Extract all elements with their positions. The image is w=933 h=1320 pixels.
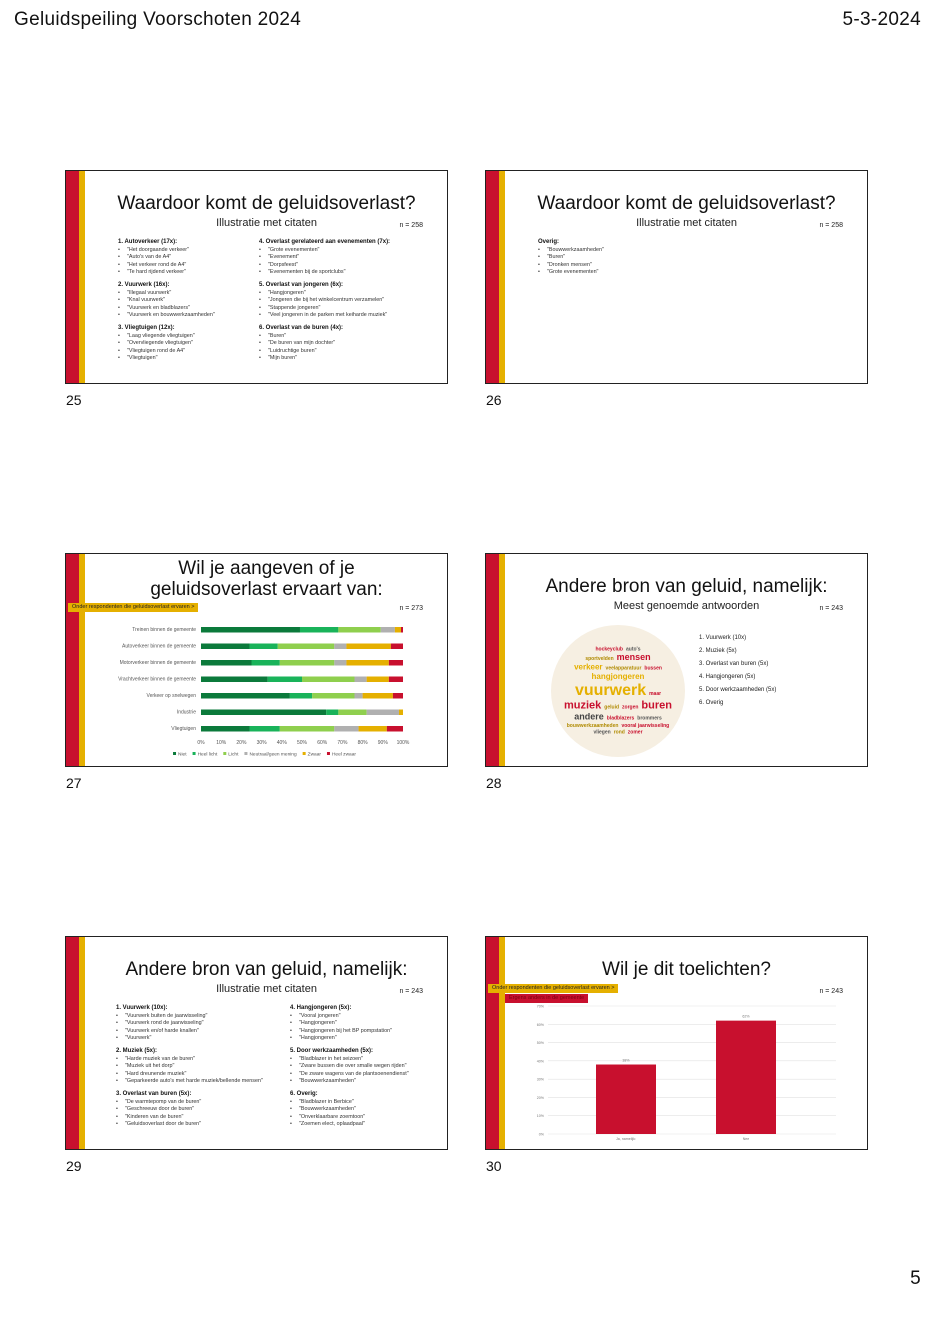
quote: • "Vuurwerk buiten de jaarwisseling": [116, 1013, 263, 1021]
quote: • "Jongeren die bij het winkelcentrum verzamelen": [259, 297, 390, 305]
x-tick-label: 30%: [256, 740, 267, 746]
answer-item: 1. Vuurwerk (10x): [699, 635, 747, 641]
bar-segment-heel-zwaar: [391, 644, 403, 650]
bar-segment-zwaar: [359, 726, 387, 732]
quote: • "De warmtepomp van de buren": [116, 1099, 263, 1107]
bar-segment-heel-zwaar: [387, 726, 403, 732]
category-label: Vliegtuigen: [171, 726, 196, 732]
bar-segment-heel-licht: [290, 693, 312, 699]
quote: • "Hard dreunende muziek": [116, 1071, 263, 1079]
quote: • "Vuurwerk en bouwwerkzaamheden": [118, 312, 215, 320]
answer-item: 6. Overig: [699, 700, 724, 706]
word-cloud-word: geluid: [604, 704, 620, 711]
quote: • "Harde muziek van de buren": [116, 1056, 263, 1064]
category-label: Vrachtverkeer binnen de gemeente: [118, 676, 196, 683]
x-tick-label: 40%: [276, 740, 287, 746]
bar-segment-licht: [280, 726, 335, 732]
quote: • "De buren van mijn dochter": [259, 340, 390, 348]
bar-segment-licht: [338, 627, 380, 633]
quote: • "Grote evenementen": [538, 269, 604, 277]
quote-column-right: [259, 239, 390, 368]
quote: • "Vuurwerk en/of harde knallen": [116, 1028, 263, 1036]
word-cloud-word: brommers: [637, 715, 662, 722]
answers-list: [699, 632, 776, 710]
quote-group: [118, 325, 215, 363]
quote-group: [290, 1005, 409, 1043]
slide-subtitle: Illustratie met citaten: [636, 217, 737, 229]
x-tick-label: 10%: [216, 740, 227, 746]
bar-segment-heel-zwaar: [401, 627, 403, 633]
quote: • "Hangjongeren": [290, 1035, 409, 1043]
bar-segment-zwaar: [367, 677, 389, 683]
quote: • "Geschreeuw door de buren": [116, 1106, 263, 1114]
bar-segment-neutraal-geen-mening: [334, 660, 346, 666]
word-cloud-word: hangjongeren: [591, 672, 645, 682]
word-cloud-word: bussen: [644, 665, 662, 672]
x-tick-label: 90%: [377, 740, 388, 746]
group-heading: 4. Hangjongeren (5x):: [290, 1005, 352, 1011]
legend-label: Neutraal/geen mening: [249, 752, 297, 758]
category-label: Treinen binnen de gemeente: [132, 627, 196, 633]
quote-column-left: [116, 1005, 263, 1134]
slide-26[interactable]: [485, 170, 868, 384]
legend-swatch: [173, 752, 176, 755]
quote: • "Evenement": [259, 254, 390, 262]
quote: • "De zware wagens van de plantsoenendienst": [290, 1071, 409, 1079]
group-heading: Overig:: [538, 239, 560, 245]
legend-label: Heel zwaar: [331, 752, 356, 758]
bar-segment-neutraal-geen-mening: [355, 693, 363, 699]
y-tick-label: 70%: [536, 1004, 544, 1009]
quote-column-right: [290, 1005, 409, 1134]
quote-group: [259, 325, 390, 363]
x-tick-label: 50%: [296, 740, 308, 746]
word-cloud-word: hockeyclub: [595, 646, 623, 653]
bar-segment-niet: [201, 627, 300, 633]
quote: • "Luidruchtige buren": [259, 348, 390, 356]
group-heading: 2. Muziek (5x):: [116, 1047, 158, 1054]
bar: [596, 1065, 656, 1134]
quote: • "Zoemen elect, oplaadpaal": [290, 1121, 409, 1129]
quote: • "Stappende jongeren": [259, 305, 390, 313]
quote-group: [116, 1048, 263, 1086]
word-cloud-word: rond: [613, 729, 625, 736]
bar-segment-zwaar: [363, 693, 393, 699]
legend-swatch: [303, 752, 306, 755]
y-tick-label: 20%: [536, 1095, 544, 1100]
group-heading: 1. Autoverkeer (17x):: [118, 239, 178, 245]
word-cloud-word: vooral jaarwisseling: [621, 722, 670, 729]
bar-segment-heel-licht: [326, 710, 338, 716]
word-cloud-word: veelapparatuur: [605, 665, 642, 672]
x-tick-label: 80%: [357, 740, 368, 746]
bar-segment-heel-zwaar: [389, 660, 403, 666]
yellow-stripe: [499, 554, 505, 766]
legend-swatch: [244, 752, 247, 755]
word-cloud-word: muziek: [564, 699, 602, 712]
sample-size: n = 243: [399, 988, 423, 995]
answer-item: 2. Muziek (5x): [699, 648, 737, 654]
quote: • "Overvliegende vliegtuigen": [118, 340, 215, 348]
quote: • "Muziek uit het dorp": [116, 1063, 263, 1071]
legend-swatch: [327, 752, 330, 755]
group-heading: 4. Overlast gerelateerd aan evenementen (7x):: [259, 239, 391, 245]
slide-subtitle: Meest genoemde antwoorden: [613, 600, 760, 612]
word-cloud-word: vliegen: [593, 729, 611, 736]
quote: • "Te hard rijdend verkeer": [118, 269, 215, 277]
quote: • "Het doorgaande verkeer": [118, 247, 215, 255]
quote-group: [290, 1048, 409, 1086]
bar-segment-zwaar: [399, 710, 403, 716]
category-label: Verkeer op snelwegen: [146, 693, 196, 699]
data-label: 38%: [622, 1058, 630, 1063]
bar-segment-heel-licht: [249, 726, 279, 732]
quote-column-left: [118, 239, 215, 368]
quote: • "Dorpsfeest": [259, 262, 390, 270]
legend-label: Licht: [228, 752, 239, 758]
quote-column: [538, 239, 604, 282]
bar-segment-licht: [280, 660, 335, 666]
word-cloud-word: zomer: [627, 729, 643, 736]
slide-27[interactable]: [65, 553, 448, 767]
word-cloud-word: verkeer: [574, 662, 603, 672]
slide-title: Andere bron van geluid, namelijk:: [545, 576, 828, 597]
word-cloud: [550, 624, 686, 758]
bar-segment-licht: [302, 677, 355, 683]
page-number: 5: [910, 1268, 921, 1289]
y-tick-label: 60%: [536, 1022, 544, 1027]
quote: • "Geluidsoverlast door de buren": [116, 1121, 263, 1129]
bar-segment-neutraal-geen-mening: [334, 726, 358, 732]
answer-item: 4. Hangjongeren (5x): [699, 674, 756, 680]
yellow-stripe: [79, 937, 85, 1149]
bar-segment-zwaar: [346, 660, 388, 666]
bar-segment-niet: [201, 660, 252, 666]
slide-title: Waardoor komt de geluidsoverlast?: [117, 193, 416, 214]
slide-number: 25: [66, 392, 82, 408]
quote: • "Vliegtuigen rond de A4": [118, 348, 215, 356]
word-cloud-word: buren: [641, 699, 672, 712]
group-heading: 2. Vuurwerk (16x):: [118, 281, 170, 288]
bar-segment-heel-licht: [252, 660, 280, 666]
quote: • "Vliegtuigen": [118, 355, 215, 363]
word-cloud-word: vuurwerk: [574, 682, 647, 700]
quote: • "Grote evenementen": [259, 247, 390, 255]
slide-title: Waardoor komt de geluidsoverlast?: [537, 193, 836, 214]
quote: • "Vuurwerk rond de jaarwisseling": [116, 1020, 263, 1028]
slide-title: Wil je dit toelichten?: [602, 959, 771, 980]
slide-number: 26: [486, 392, 502, 408]
bar-segment-neutraal-geen-mening: [355, 677, 367, 683]
yellow-stripe: [499, 171, 505, 383]
bar-segment-zwaar: [395, 627, 401, 633]
bar-segment-neutraal-geen-mening: [367, 710, 399, 716]
slide-30[interactable]: [485, 936, 868, 1150]
red-stripe: [66, 171, 79, 383]
y-tick-label: 30%: [536, 1077, 544, 1082]
bar-segment-heel-licht: [300, 627, 338, 633]
quote: • "Zware bussen die over smalle wegen rijden": [290, 1063, 409, 1071]
x-category-label: Nee: [742, 1137, 750, 1141]
sample-size: n = 258: [819, 222, 843, 229]
slide-title: Andere bron van geluid, namelijk:: [125, 959, 408, 980]
quote: • "Hangjongeren bij het BP pompstation": [290, 1028, 409, 1036]
bar-segment-heel-licht: [268, 677, 302, 683]
legend-label: Niet: [178, 752, 187, 758]
document-title: Geluidspeiling Voorschoten 2024: [14, 9, 302, 30]
quote-group: [259, 239, 390, 277]
quote: • "Dronken mensen": [538, 262, 604, 270]
legend-label: Heel licht: [197, 752, 218, 758]
word-cloud-word: bladblazers: [606, 715, 635, 722]
group-heading: 5. Overlast van jongeren (6x):: [259, 281, 344, 288]
quote: • "Evenementen bij de sportclubs": [259, 269, 390, 277]
quote: • "Bouwwerkzaamheden": [290, 1078, 409, 1086]
quote-group: [290, 1091, 409, 1129]
quote: • "Bladblazer in het seizoen": [290, 1056, 409, 1064]
filter-tag: Onder respondenten die geluidsoverlast ervaren >: [488, 984, 618, 993]
red-stripe: [486, 554, 499, 766]
bar-segment-neutraal-geen-mening: [334, 644, 346, 650]
quote: • "Hangjongeren": [259, 290, 390, 298]
data-label: 62%: [742, 1014, 750, 1019]
quote-group: [118, 239, 215, 277]
x-tick-label: 60%: [317, 740, 328, 746]
group-heading: 3. Vliegtuigen (12x):: [118, 324, 175, 331]
quote-group: [118, 282, 215, 320]
red-stripe: [66, 937, 79, 1149]
bar-segment-heel-zwaar: [393, 693, 403, 699]
bar-segment-niet: [201, 693, 290, 699]
quote: • "Veel jongeren in de parken met keiharde muziek": [259, 312, 390, 320]
y-tick-label: 50%: [536, 1041, 544, 1046]
slide-number: 28: [486, 775, 502, 791]
quote: • "Vuurwerk": [116, 1035, 263, 1043]
word-cloud-word: zorgen: [622, 704, 639, 711]
y-tick-label: 40%: [536, 1059, 544, 1064]
bar-segment-niet: [201, 726, 249, 732]
x-tick-label: 100%: [396, 740, 410, 746]
word-cloud-word: auto's: [625, 646, 641, 653]
word-cloud-word: maar: [649, 691, 662, 698]
slide-number: 30: [486, 1158, 502, 1174]
category-label: Autoverkeer binnen de gemeente: [122, 643, 196, 650]
bar-segment-licht: [278, 644, 335, 650]
bar-segment-licht: [312, 693, 354, 699]
quote: • "Buren": [259, 333, 390, 341]
quote: • "Vuurwerk en bladblazers": [118, 305, 215, 313]
yellow-stripe: [79, 171, 85, 383]
sample-size: n = 243: [819, 988, 843, 995]
quote: • "Mijn buren": [259, 355, 390, 363]
bar-segment-niet: [201, 710, 326, 716]
legend-label: Zwaar: [307, 752, 321, 758]
word-cloud-word: sportvelden: [585, 655, 614, 662]
bar-segment-licht: [338, 710, 366, 716]
quote: • "Bladblazer in Berbice": [290, 1099, 409, 1107]
slide-29[interactable]: [65, 936, 448, 1150]
bar-segment-niet: [201, 644, 249, 650]
x-tick-label: 0%: [197, 740, 205, 746]
group-heading: 3. Overlast van buren (5x):: [116, 1090, 192, 1097]
slide-subtitle: Illustratie met citaten: [216, 217, 317, 229]
category-label: Motorverkeer binnen de gemeente: [119, 660, 196, 666]
answer-item: 5. Door werkzaamheden (5x): [699, 687, 777, 693]
bar-segment-niet: [201, 677, 268, 683]
quote: • "Bouwwerkzaamheden": [538, 247, 604, 255]
quote: • "Auto's van de A4": [118, 254, 215, 262]
stacked-bar-chart: [66, 554, 448, 767]
quote-group: [116, 1005, 263, 1043]
x-category-label: Ja, namelijk:: [616, 1137, 636, 1141]
legend-swatch: [193, 752, 196, 755]
bar-segment-heel-zwaar: [389, 677, 403, 683]
quote-group: [116, 1091, 263, 1129]
quote: • "Kinderen van de buren": [116, 1114, 263, 1122]
quote: • "Illegaal vuurwerk": [118, 290, 215, 298]
word-cloud-word: bouwwerkzaamheden: [566, 722, 619, 729]
quote: • "Onverklaarbare zoemtoon": [290, 1114, 409, 1122]
slide-25[interactable]: [65, 170, 448, 384]
legend-swatch: [223, 752, 226, 755]
bar: [716, 1021, 776, 1134]
bar-chart: [486, 937, 868, 1150]
quote: • "Buren": [538, 254, 604, 262]
filter-tag: Onder respondenten die geluidsoverlast ervaren >: [68, 603, 198, 612]
red-stripe: [486, 171, 499, 383]
word-cloud-word: mensen: [616, 651, 651, 662]
sample-size: n = 273: [399, 605, 423, 612]
bar-segment-heel-licht: [249, 644, 277, 650]
x-tick-label: 70%: [337, 740, 348, 746]
quote: • "Bouwwerkzaamheden": [290, 1106, 409, 1114]
bar-segment-zwaar: [346, 644, 390, 650]
y-tick-label: 0%: [538, 1132, 544, 1137]
answer-item: 3. Overlast van buren (5x): [699, 661, 769, 667]
y-tick-label: 10%: [536, 1114, 544, 1119]
category-label: Industrie: [176, 709, 196, 716]
group-heading: 5. Door werkzaamheden (5x):: [290, 1047, 374, 1054]
group-heading: 6. Overlast van de buren (4x):: [259, 324, 344, 331]
group-heading: 1. Vuurwerk (10x):: [116, 1005, 168, 1011]
quote: • "Knal vuurwerk": [118, 297, 215, 305]
sample-size: n = 258: [399, 222, 423, 229]
quote: • "Laag vliegende vliegtuigen": [118, 333, 215, 341]
quote: • "Geparkeerde auto's met harde muziek/bellende mensen": [116, 1078, 263, 1086]
slide-number: 27: [66, 775, 82, 791]
slide-title: Wil je aangeven of je geluidsoverlast ervaart van:: [150, 558, 383, 600]
quote-group: [259, 282, 390, 320]
word-cloud-word: andere: [574, 711, 604, 722]
x-tick-label: 20%: [236, 740, 247, 746]
filter-tag-location: Ergens anders in de gemeente: [505, 994, 588, 1003]
document-date: 5-3-2024: [842, 9, 921, 30]
group-heading: 6. Overig:: [290, 1090, 318, 1097]
slide-number: 29: [66, 1158, 82, 1174]
sample-size: n = 243: [819, 605, 843, 612]
quote: • "Vooral jongeren": [290, 1013, 409, 1021]
bar-segment-neutraal-geen-mening: [381, 627, 395, 633]
quote-group: [538, 239, 604, 277]
slide-28[interactable]: [485, 553, 868, 767]
slide-subtitle: Illustratie met citaten: [216, 983, 317, 995]
quote: • "Het verkeer rond de A4": [118, 262, 215, 270]
quote: • "Hangjongeren": [290, 1020, 409, 1028]
